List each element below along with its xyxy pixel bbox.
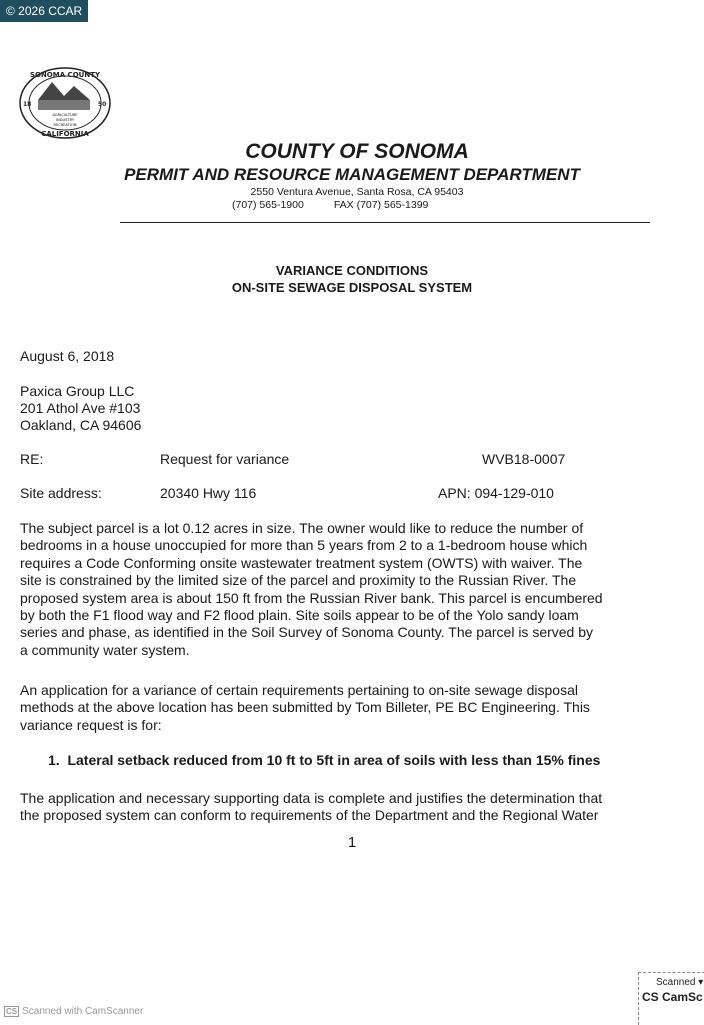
para1-line: bedrooms in a house unoccupied for more than 5 years from 2 to a 1-bedroom house which [20,537,588,554]
seal-bottom-text: CALIFORNIA [41,130,89,138]
seal-year-left: 18 [23,101,32,108]
scanner-stamp-line2: CS CamSc [642,990,703,1004]
para2-line: An application for a variance of certain requirements pertaining to on-site sewage disposal [20,682,578,698]
recipient-name: Paxica Group LLC [20,383,135,399]
document-title-line1: VARIANCE CONDITIONS [275,263,429,278]
para1-line: The subject parcel is a lot 0.12 acres in size. The owner would like to reduce the number of [20,520,584,536]
page-number: 1 [347,834,357,851]
header-divider [120,222,650,223]
para1-line: site is constrained by the limited size of the parcel and proximity to the Russian River. The [20,572,577,589]
letter-date: August 6, 2018 [20,348,115,364]
scanner-stamp-line1: Scanned ▾ [656,977,704,988]
apn-number: APN: 094-129-010 [438,485,554,501]
site-label: Site address: [20,485,102,501]
recipient-street: 201 Athol Ave #103 [20,400,141,416]
department-address: 2550 Ventura Avenue, Santa Rosa, CA 95403 [250,186,464,198]
re-value: Request for variance [160,451,290,467]
scanner-footer-text: Scanned with CamScanner [22,1006,144,1017]
para2-line: variance request is for: [20,716,162,733]
para1-line: series and phase, as identified in the Soil Survey of Sonoma County. The parcel is served by [20,624,594,641]
fax-number: FAX (707) 565-1399 [333,199,429,211]
document-title-line2: ON-SITE SEWAGE DISPOSAL SYSTEM [231,280,473,295]
variance-item-1 [48,752,600,768]
department-name: PERMIT AND RESOURCE MANAGEMENT DEPARTMENT [124,165,580,184]
para2-line: methods at the above location has been submitted by Tom Billeter, PE BC Engineering. This [20,699,590,716]
county-name: COUNTY OF SONOMA [245,140,469,163]
para1-line: requires a Code Conforming onsite wastewater treatment system (OWTS) with waiver. The [20,554,583,571]
re-label: RE: [20,451,44,467]
department-phones [232,199,458,211]
paragraph-determination [20,790,680,825]
para3-line: The application and necessary supporting data is complete and justifies the determination that [20,790,603,806]
para1-line: a community water system. [20,641,190,658]
recipient-city: Oakland, CA 94606 [20,417,142,433]
item-text: Lateral setback reduced from 10 ft to 5ft in area of soils with less than 15% fines [67,752,601,768]
seal-top-text: SONOMA COUNTY [29,71,101,79]
para1-line: by both the F1 flood way and F2 flood plain. Site soils appear to be of the Yolo sandy loam [20,607,579,624]
seal-inner-1: AGRICULTURE [52,113,78,117]
seal-year-right: 50 [98,101,107,108]
seal-inner-3: RECREATION [53,123,77,127]
para3-line: the proposed system can conform to requirements of the Department and the Regional Water [20,807,599,824]
scanner-footer [4,1006,143,1017]
seal-inner-2: INDUSTRY [55,118,75,122]
camscanner-icon: CS [6,1007,18,1016]
copyright-watermark: © 2026 CCAR [0,0,88,22]
item-number: 1. [48,752,60,768]
phone-number: (707) 565-1900 [232,199,304,211]
paragraph-parcel-description [20,520,680,659]
paragraph-application [20,682,680,734]
para1-line: proposed system area is about 150 ft from the Russian River bank. This parcel is encumbered [20,589,603,606]
re-code: WVB18-0007 [482,451,566,467]
county-seal-icon [18,66,112,140]
site-address: 20340 Hwy 116 [160,485,257,501]
